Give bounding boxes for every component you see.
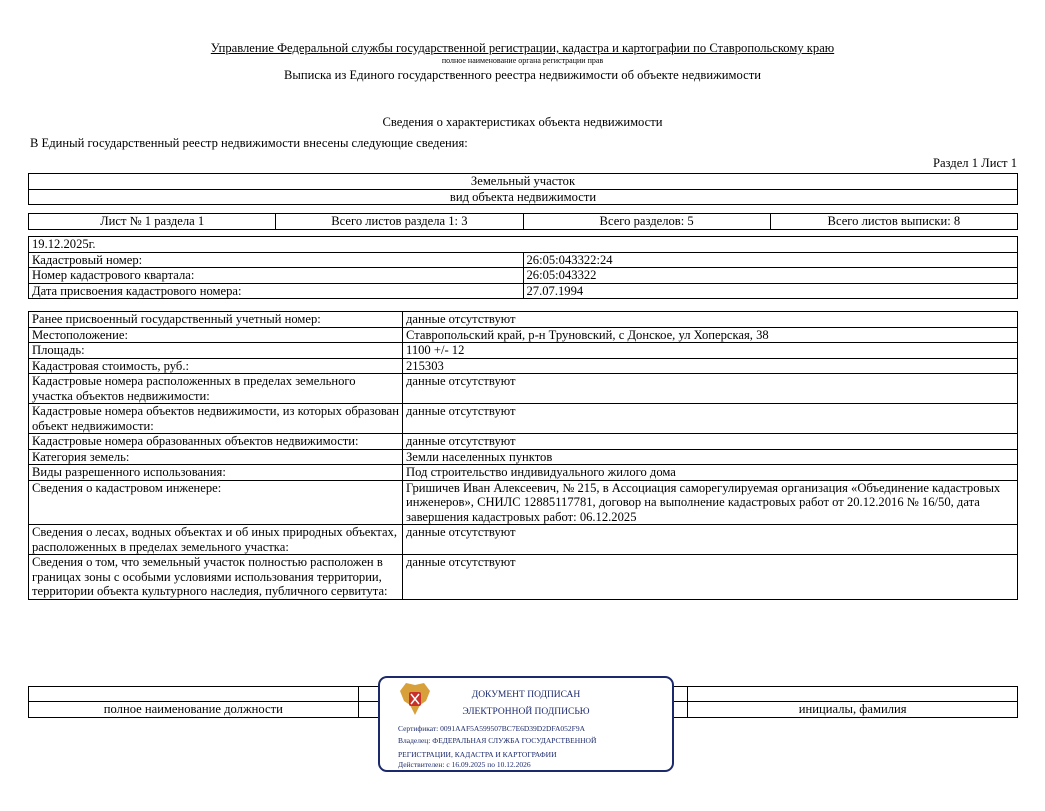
table-row (29, 465, 1018, 481)
row-label: Сведения о лесах, водных объектах и об иных природных объектах, расположенных в пределах земельного участка: (29, 525, 403, 555)
table-row (29, 374, 1018, 404)
row-label: Ранее присвоенный государственный учетный номер: (29, 312, 403, 328)
row-label: Местоположение: (29, 327, 403, 343)
table-row (29, 327, 1018, 343)
row-label: Площадь: (29, 343, 403, 359)
row-label: Кадастровые номера образованных объектов недвижимости: (29, 434, 403, 450)
object-type: Земельный участок (29, 174, 1018, 190)
row-value: 1100 +/- 12 (403, 343, 1018, 359)
row-value: данные отсутствуют (403, 404, 1018, 434)
sheet-number: Лист № 1 раздела 1 (29, 214, 276, 230)
table-row (29, 404, 1018, 434)
row-label: Дата присвоения кадастрового номера: (29, 283, 524, 299)
authority-caption: полное наименование органа регистрации прав (441, 56, 604, 65)
row-value: Земли населенных пунктов (403, 449, 1018, 465)
row-value: Ставропольский край, р-н Труновский, с Донское, ул Хоперская, 38 (403, 327, 1018, 343)
row-value: 215303 (403, 358, 1018, 374)
sections-total: Всего разделов: 5 (523, 214, 770, 230)
table-row (29, 283, 1018, 299)
table-row (29, 434, 1018, 450)
table-row (29, 555, 1018, 600)
stamp-owner: Владелец: ФЕДЕРАЛЬНАЯ СЛУЖБА ГОСУДАРСТВЕННОЙ (398, 736, 597, 745)
table-row (29, 525, 1018, 555)
table-row (29, 268, 1018, 284)
row-label: Кадастровые номера объектов недвижимости, из которых образован объект недвижимости: (29, 404, 403, 434)
document-title: Выписка из Единого государственного реестра недвижимости об объекте недвижимости (284, 68, 761, 82)
table-row (29, 358, 1018, 374)
row-label: Сведения о кадастровом инженере: (29, 480, 403, 525)
extract-sheets-total: Всего листов выписки: 8 (770, 214, 1017, 230)
row-label: Сведения о том, что земельный участок полностью расположен в границах зоны с особыми условиями использования территории, территории объекта культурного наследия, публичного сервитута: (29, 555, 403, 600)
table-row (29, 312, 1018, 328)
table-row (29, 252, 1018, 268)
stamp-certificate: Сертификат: 0091AAF5A599507BC7E6D39D2DFA052F9A (398, 724, 586, 733)
row-value: 26:05:043322:24 (523, 252, 1018, 268)
row-value: данные отсутствуют (403, 555, 1018, 600)
intro-text: В Единый государственный реестр недвижимости внесены следующие сведения: (30, 136, 468, 150)
row-value: Под строительство индивидуального жилого дома (403, 465, 1018, 481)
position-caption: полное наименование должности (29, 702, 359, 718)
row-label: Кадастровый номер: (29, 252, 524, 268)
row-value: 27.07.1994 (523, 283, 1018, 299)
table-row (29, 480, 1018, 525)
section-sheet: Раздел 1 Лист 1 (932, 156, 1017, 170)
row-label: Виды разрешенного использования: (29, 465, 403, 481)
main-info-table (28, 236, 1018, 299)
characteristics-table (28, 311, 1018, 600)
row-label: Кадастровые номера расположенных в пределах земельного участка объектов недвижимости: (29, 374, 403, 404)
object-type-table (28, 173, 1018, 205)
stamp-line2: ЭЛЕКТРОННОЙ ПОДПИСЬЮ (462, 707, 590, 717)
stamp-owner-cont: РЕГИСТРАЦИИ, КАДАСТРА И КАРТОГРАФИИ (398, 750, 557, 759)
object-type-caption: вид объекта недвижимости (29, 189, 1018, 205)
name-caption: инициалы, фамилия (688, 702, 1018, 718)
row-value: Гришичев Иван Алексеевич, № 215, в Ассоциация саморегулируемая организация «Объединение кадастровых инженеров», СНИЛС 12885117781, договор на выполнение кадастровых работ от 20.12.2016 № 16/50, дата завершения кадастровых работ: 06.12.2025 (403, 480, 1018, 525)
row-value: 26:05:043322 (523, 268, 1018, 284)
row-value: данные отсутствуют (403, 312, 1018, 328)
row-label: Номер кадастрового квартала: (29, 268, 524, 284)
table-row (29, 449, 1018, 465)
row-value: данные отсутствуют (403, 434, 1018, 450)
extract-date: 19.12.2025г. (29, 237, 1018, 253)
section-sheets-total: Всего листов раздела 1: 3 (276, 214, 523, 230)
section-title: Сведения о характеристиках объекта недвижимости (382, 115, 663, 129)
row-label: Кадастровая стоимость, руб.: (29, 358, 403, 374)
stamp-line1: ДОКУМЕНТ ПОДПИСАН (471, 690, 581, 700)
table-row (29, 343, 1018, 359)
row-value: данные отсутствуют (403, 525, 1018, 555)
authority-name: Управление Федеральной службы государственной регистрации, кадастра и картографии по Ставропольскому краю (210, 41, 835, 55)
stamp-validity: Действителен: с 16.09.2025 по 10.12.2026 (398, 760, 531, 769)
row-value: данные отсутствуют (403, 374, 1018, 404)
row-label: Категория земель: (29, 449, 403, 465)
electronic-signature-stamp (378, 676, 674, 772)
sheets-table (28, 213, 1018, 230)
